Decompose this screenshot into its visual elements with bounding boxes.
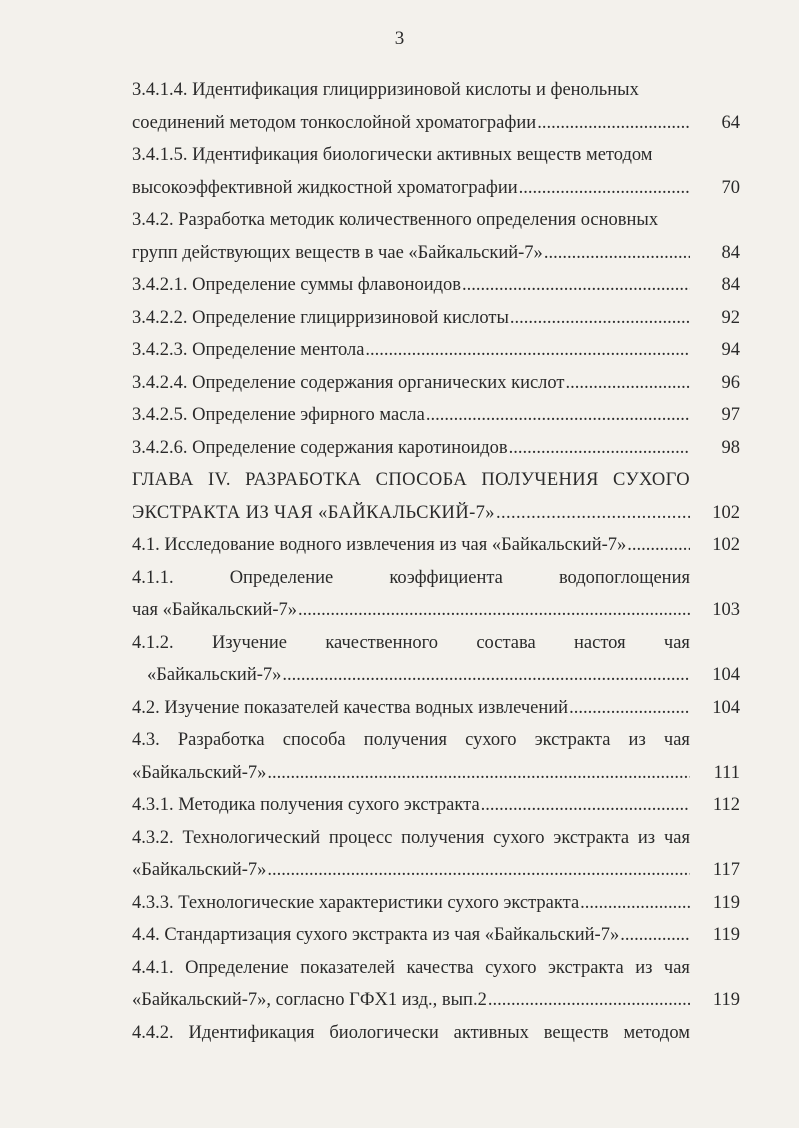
toc-entry-line xyxy=(132,274,690,296)
toc-entry-line xyxy=(132,599,690,621)
toc-word: Определение xyxy=(229,567,334,588)
toc-page-number: 97 xyxy=(721,405,740,425)
toc-entry-line xyxy=(132,242,690,264)
toc-entry-title-continued: ЭКСТРАКТА ИЗ ЧАЯ «БАЙКАЛЬСКИЙ-7» xyxy=(132,502,495,523)
toc-word: чая xyxy=(663,957,690,978)
toc-entry-line xyxy=(132,502,690,524)
toc-entry-line xyxy=(132,632,690,654)
leader-dots xyxy=(580,892,690,914)
leader-dots xyxy=(496,502,690,524)
toc-entry-line xyxy=(132,469,690,491)
toc-word: 4.4.1. xyxy=(132,957,174,978)
toc-entry-title: 3.4.1.4. Идентификация глицирризиновой кислоты и фенольных xyxy=(132,80,639,100)
toc-word: 4.1.2. xyxy=(132,632,174,653)
toc-entry-line xyxy=(132,827,690,849)
toc-entry-title: 3.4.2.6. Определение содержания каротиноидов xyxy=(132,437,508,458)
toc-word: Разработка xyxy=(177,730,265,750)
toc-page-number: 103 xyxy=(712,600,740,620)
toc-entry-line xyxy=(132,112,690,134)
leader-dots xyxy=(627,534,690,556)
toc-word: биологически xyxy=(329,1022,439,1043)
toc-page-number: 96 xyxy=(721,372,740,393)
toc-entry-title: 4.3.1. Методика получения сухого экстракта xyxy=(132,795,480,815)
toc-word: IV. xyxy=(207,470,231,490)
toc-entry-title: 3.4.2.1. Определение суммы флавоноидов xyxy=(132,275,462,295)
toc-word: Идентификация xyxy=(188,1022,315,1043)
toc-entry-line xyxy=(132,892,690,914)
toc-page-number: 102 xyxy=(712,535,740,555)
toc-entry-title: 3.4.2. Разработка методик количественного определения основных xyxy=(132,210,659,230)
toc-word: 4.3.2. xyxy=(132,827,174,848)
toc-entry-title-continued: групп действующих веществ в чае «Байкальский-7» xyxy=(132,242,543,263)
toc-word: 4.4.2. xyxy=(132,1022,174,1043)
leader-dots xyxy=(537,112,690,134)
toc-word: экстракта xyxy=(553,827,630,848)
toc-entry-line xyxy=(132,79,690,101)
toc-entry-title: 3.4.2.2. Определение глицирризиновой кислоты xyxy=(132,307,509,328)
toc-entry-title: 4.4. Стандартизация сухого экстракта из чая «Байкальский-7» xyxy=(132,925,620,945)
toc-entry-title-continued: «Байкальский-7» xyxy=(147,665,282,685)
toc-word: ГЛАВА xyxy=(132,470,194,490)
toc-entry-line xyxy=(132,794,690,816)
toc-entry-title: 3.4.1.5. Идентификация биологически активных веществ методом xyxy=(132,145,653,165)
toc-word: водопоглощения xyxy=(558,567,690,588)
toc-entry-title-continued: высокоэффективной жидкостной хроматографии xyxy=(132,177,518,198)
toc-word: показателей xyxy=(300,957,395,978)
toc-page-number: 111 xyxy=(713,762,740,783)
toc-entry-line xyxy=(132,144,690,166)
toc-word: получения xyxy=(363,730,448,750)
toc-page-number: 70 xyxy=(721,177,740,198)
leader-dots xyxy=(426,404,690,426)
toc-entry-title: 4.3.3. Технологические характеристики сухого экстракта xyxy=(132,892,580,913)
toc-page-number: 104 xyxy=(712,665,740,685)
leader-dots xyxy=(488,989,690,1011)
toc-word: получения xyxy=(401,827,485,848)
toc-entry-line xyxy=(132,1022,690,1044)
toc-entry-line xyxy=(132,177,690,199)
toc-word: СПОСОБА xyxy=(375,470,468,490)
toc-word: способа xyxy=(282,730,346,750)
toc-entry-title: 4.1. Исследование водного извлечения из чая «Байкальский-7» xyxy=(132,535,627,555)
toc-entry-title: 3.4.2.3. Определение ментола xyxy=(132,340,365,360)
leader-dots xyxy=(566,372,690,394)
toc-entry-title: 3.4.2.5. Определение эфирного масла xyxy=(132,405,425,425)
toc-entry-title-continued: «Байкальский-7» xyxy=(132,762,267,783)
toc-entry-line xyxy=(132,924,690,946)
toc-entry-line xyxy=(132,209,690,231)
toc-word: 4.3. xyxy=(132,730,160,750)
toc-word: из xyxy=(635,957,653,978)
toc-page-number: 94 xyxy=(721,340,740,360)
toc-word: из xyxy=(628,730,646,750)
toc-word: Изучение xyxy=(211,632,287,653)
toc-word: процесс xyxy=(328,827,393,848)
toc-entry-line xyxy=(132,534,690,556)
toc-entry-line xyxy=(132,307,690,329)
leader-dots xyxy=(298,599,690,621)
leader-dots xyxy=(267,859,690,881)
toc-entry-title-continued: соединений методом тонкослойной хроматографии xyxy=(132,112,537,133)
toc-word: ПОЛУЧЕНИЯ xyxy=(481,470,599,490)
toc-page-number: 119 xyxy=(712,892,740,913)
page-number: 3 xyxy=(394,28,405,49)
toc-entry-line xyxy=(132,697,690,719)
toc-page-number: 104 xyxy=(712,697,740,718)
toc-word: РАЗРАБОТКА xyxy=(245,470,362,490)
toc-word: качества xyxy=(406,957,474,978)
toc-word: активных xyxy=(453,1022,529,1043)
toc-page-number: 64 xyxy=(721,112,740,133)
leader-dots xyxy=(282,664,690,686)
toc-entry-line xyxy=(132,339,690,361)
leader-dots xyxy=(569,697,690,719)
toc-page-number: 119 xyxy=(712,925,740,945)
toc-word: Технологический xyxy=(182,827,321,848)
toc-entry-line xyxy=(132,404,690,426)
leader-dots xyxy=(519,177,690,199)
toc-word: чая xyxy=(663,632,690,653)
toc-entry-title: 3.4.2.4. Определение содержания органических кислот xyxy=(132,372,565,393)
toc-word: методом xyxy=(623,1022,690,1043)
toc-entry-line xyxy=(132,859,690,881)
toc-page-number: 92 xyxy=(721,307,740,328)
toc-entry-line xyxy=(132,372,690,394)
leader-dots xyxy=(510,307,690,329)
leader-dots xyxy=(620,924,690,946)
toc-word: 4.1.1. xyxy=(132,567,174,588)
toc-word: Определение xyxy=(185,957,289,978)
toc-page-number: 102 xyxy=(712,502,740,523)
toc-entry-line xyxy=(132,437,690,459)
toc-word: экстракта xyxy=(547,957,624,978)
toc-entry-line xyxy=(147,664,690,686)
leader-dots xyxy=(544,242,690,264)
toc-word: сухого xyxy=(493,827,545,848)
toc-entry-title-continued: чая «Байкальский-7» xyxy=(132,600,298,620)
toc-word: веществ xyxy=(543,1022,609,1043)
toc-word: из xyxy=(637,827,656,848)
toc-page-number: 98 xyxy=(721,437,740,458)
toc-entry-line xyxy=(132,957,690,979)
toc-word: настоя xyxy=(574,632,626,653)
toc-page-number: 112 xyxy=(712,795,740,815)
toc-word: чая xyxy=(663,827,690,848)
leader-dots xyxy=(509,437,690,459)
toc-entry-line xyxy=(132,762,690,784)
toc-page-number: 119 xyxy=(712,990,740,1010)
leader-dots xyxy=(365,339,690,361)
toc-word: сухого xyxy=(485,957,537,978)
leader-dots xyxy=(462,274,690,296)
toc-entry-title-continued: «Байкальский-7» xyxy=(132,860,267,880)
toc-entry-line xyxy=(132,989,690,1011)
toc-entry-line xyxy=(132,729,690,751)
toc-word: СУХОГО xyxy=(613,470,690,490)
toc-word: сухого xyxy=(465,730,517,750)
toc-entry-title: 4.2. Изучение показателей качества водных извлечений xyxy=(132,697,569,718)
toc-word: коэффициента xyxy=(389,567,503,588)
toc-page-number: 84 xyxy=(721,242,740,263)
leader-dots xyxy=(267,762,690,784)
toc-page-number: 84 xyxy=(721,275,740,295)
leader-dots xyxy=(481,794,690,816)
toc-page-number: 117 xyxy=(712,860,740,880)
toc-entry-line xyxy=(132,567,690,589)
toc-entry-title-continued: «Байкальский-7», согласно ГФХ1 изд., вып.2 xyxy=(132,990,487,1010)
toc-word: качественного xyxy=(325,632,439,653)
toc-word: экстракта xyxy=(534,730,611,750)
toc-word: состава xyxy=(476,632,536,653)
toc-word: чая xyxy=(663,730,690,750)
